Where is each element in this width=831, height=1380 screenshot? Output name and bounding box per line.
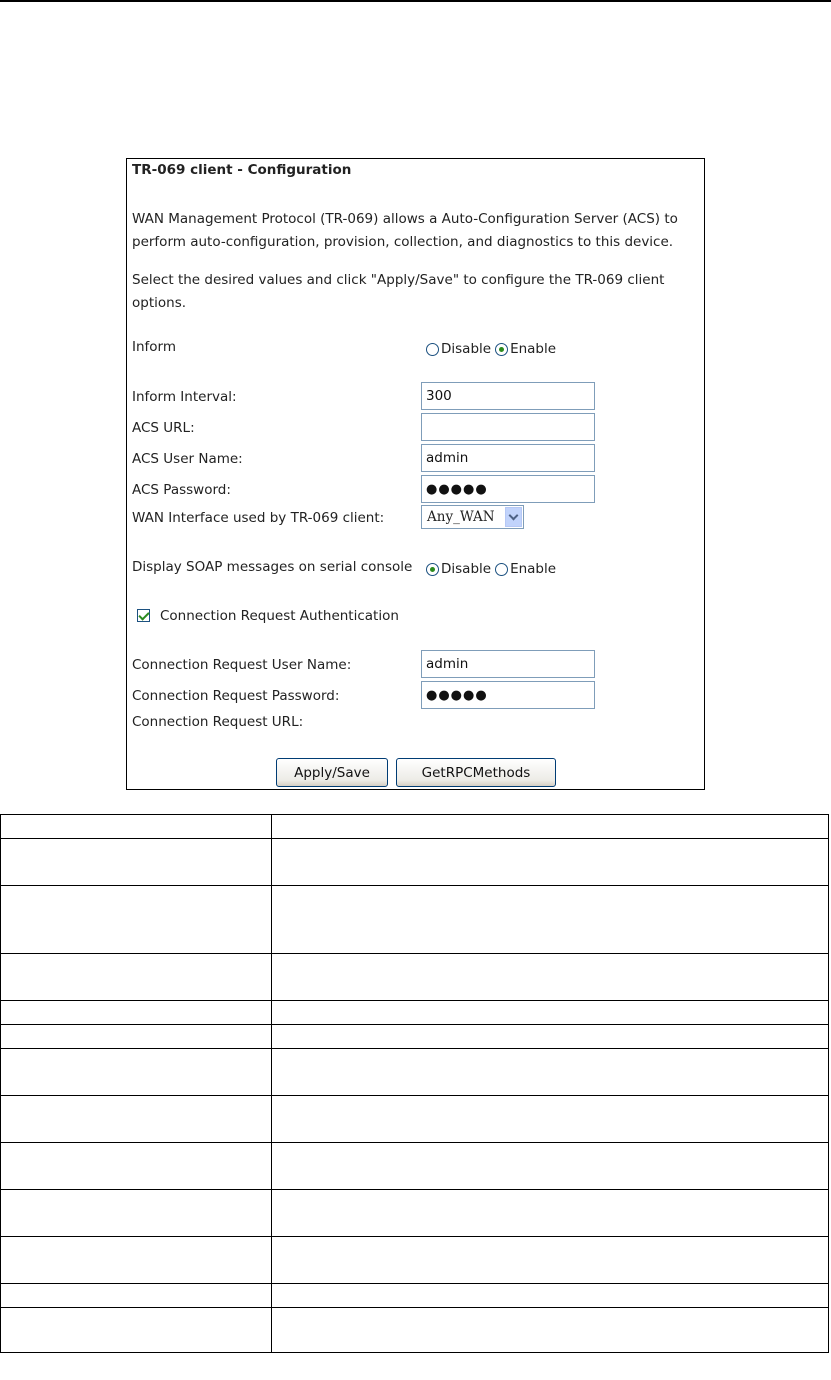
table-row	[1, 1001, 829, 1025]
table-cell	[1, 1284, 272, 1308]
conn-req-auth-checkbox[interactable]	[137, 609, 150, 622]
table-row	[1, 839, 829, 886]
acs-url-label: ACS URL:	[132, 420, 195, 436]
table-cell	[1, 1237, 272, 1284]
table-cell	[272, 839, 829, 886]
table-cell	[1, 954, 272, 1001]
table-cell	[272, 1143, 829, 1190]
soap-label: Display SOAP messages on serial console	[132, 559, 413, 575]
table-row	[1, 1143, 829, 1190]
inform-radio-group	[426, 340, 560, 358]
table-row	[1, 1308, 829, 1353]
table-cell	[1, 1190, 272, 1237]
soap-disable-radio[interactable]	[426, 563, 439, 576]
tr069-config-panel	[126, 158, 705, 790]
inform-label: Inform	[132, 339, 177, 355]
conn-req-user-label: Connection Request User Name:	[132, 657, 352, 673]
apply-save-button[interactable]: Apply/Save	[276, 758, 388, 787]
acs-user-name-input[interactable]	[421, 444, 595, 472]
table-cell	[1, 1025, 272, 1049]
soap-enable-radio[interactable]	[495, 563, 508, 576]
table-row	[1, 1237, 829, 1284]
inform-enable-label: Enable	[510, 341, 557, 357]
acs-url-input[interactable]	[421, 413, 595, 441]
table-cell	[1, 839, 272, 886]
getrpcmethods-button[interactable]: GetRPCMethods	[396, 758, 556, 787]
wan-interface-select[interactable]	[421, 505, 524, 529]
conn-req-auth-label: Connection Request Authentication	[160, 608, 399, 624]
soap-enable-label: Enable	[510, 561, 557, 577]
acs-user-name-label: ACS User Name:	[132, 451, 243, 467]
instruction-text: Select the desired values and click "Apply/Save" to configure the TR-069 client options.	[132, 272, 665, 311]
table-row	[1, 1284, 829, 1308]
table-cell	[272, 1237, 829, 1284]
inform-disable-radio[interactable]	[426, 343, 439, 356]
table-row	[1, 815, 829, 839]
table-row	[1, 886, 829, 954]
description-table	[0, 814, 829, 1353]
table-row	[1, 1025, 829, 1049]
table-cell	[272, 1190, 829, 1237]
acs-password-input[interactable]	[421, 475, 595, 503]
conn-req-password-input[interactable]	[421, 681, 595, 709]
inform-enable-radio[interactable]	[495, 343, 508, 356]
table-row	[1, 1096, 829, 1143]
table-cell	[272, 1049, 829, 1096]
description-text: WAN Management Protocol (TR-069) allows a Auto-Configuration Server (ACS) to perform auto-configuration, provision, collection, and diagnostics to this device.	[132, 211, 678, 250]
conn-req-url-label: Connection Request URL:	[132, 714, 304, 730]
table-cell	[272, 1096, 829, 1143]
soap-disable-label: Disable	[441, 561, 492, 577]
table-cell	[1, 1096, 272, 1143]
table-cell	[272, 954, 829, 1001]
table-cell	[1, 1308, 272, 1353]
inform-interval-label: Inform Interval:	[132, 389, 237, 405]
table-cell	[272, 1308, 829, 1353]
conn-req-password-label: Connection Request Password:	[132, 688, 340, 704]
inform-interval-input[interactable]	[421, 382, 595, 410]
table-cell	[1, 815, 272, 839]
wan-interface-value: Any_WAN	[427, 509, 495, 525]
table-row	[1, 1049, 829, 1096]
inform-disable-label: Disable	[441, 341, 492, 357]
chevron-down-icon	[509, 511, 519, 521]
wan-interface-label: WAN Interface used by TR-069 client:	[132, 510, 385, 526]
conn-req-user-input[interactable]	[421, 650, 595, 678]
table-cell	[272, 815, 829, 839]
acs-password-label: ACS Password:	[132, 482, 231, 498]
table-cell	[1, 1049, 272, 1096]
table-row	[1, 954, 829, 1001]
table-cell	[272, 1284, 829, 1308]
dropdown-arrow-button[interactable]	[505, 507, 522, 527]
soap-radio-group	[426, 560, 560, 578]
top-rule	[0, 0, 831, 2]
panel-title: TR-069 client - Configuration	[132, 162, 352, 178]
table-cell	[272, 1001, 829, 1025]
table-row	[1, 1190, 829, 1237]
table-cell	[1, 886, 272, 954]
table-cell	[1, 1143, 272, 1190]
table-cell	[272, 886, 829, 954]
table-cell	[272, 1025, 829, 1049]
table-cell	[1, 1001, 272, 1025]
